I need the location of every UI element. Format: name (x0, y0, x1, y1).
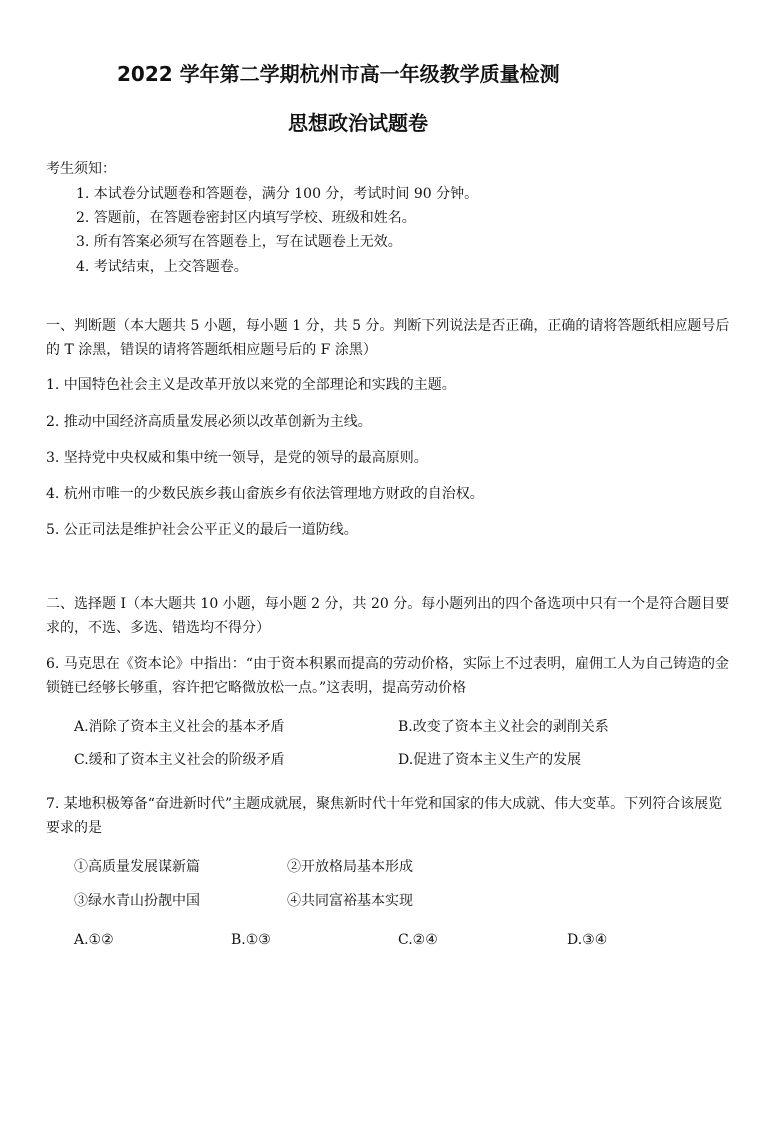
question-6-option-b: B.改变了资本主义社会的剥削关系 (398, 719, 609, 735)
notice-item: 4. 考试结束，上交答题卷。 (76, 259, 248, 275)
question-6-option-c: C.缓和了资本主义社会的阶级矛盾 (74, 752, 285, 768)
exam-title: 2022 学年第二学期杭州市高一年级教学质量检测 (117, 62, 560, 86)
question-7-option-a: A.①② (74, 932, 114, 948)
question-7-item-3: ③绿水青山扮靓中国 (74, 893, 200, 909)
judgment-question-5: 5. 公正司法是维护社会公平正义的最后一道防线。 (46, 522, 358, 538)
section2-heading: 二、选择题 I（本大题共 10 小题，每小题 2 分，共 20 分。每小题列出的四个备选项中只有一个是符合题目要求的，不选、多选、错选均不得分） (46, 596, 730, 636)
notice-heading: 考生须知： (46, 161, 116, 177)
judgment-question-3: 3. 坚持党中央权威和集中统一领导，是党的领导的最高原则。 (46, 450, 428, 466)
question-7-stem: 7. 某地积极筹备“奋进新时代”主题成就展，聚焦新时代十年党和国家的伟大成就、伟大变革。下列符合该展览要求的是 (46, 796, 723, 836)
exam-subtitle: 思想政治试题卷 (288, 111, 428, 135)
judgment-question-4: 4. 杭州市唯一的少数民族乡莪山畲族乡有依法管理地方财政的自治权。 (46, 486, 484, 502)
judgment-question-1: 1. 中国特色社会主义是改革开放以来党的全部理论和实践的主题。 (46, 377, 456, 393)
notice-item: 2. 答题前，在答题卷密封区内填写学校、班级和姓名。 (76, 210, 416, 226)
question-7-item-4: ④共同富裕基本实现 (287, 893, 413, 909)
question-7-option-d: D.③④ (567, 932, 608, 948)
question-6-option-d: D.促进了资本主义生产的发展 (398, 752, 582, 768)
notice-item: 1. 本试卷分试题卷和答题卷，满分 100 分，考试时间 90 分钟。 (76, 186, 479, 202)
question-6-stem: 6. 马克思在《资本论》中指出：“由于资本积累而提高的劳动价格，实际上不过表明，雇佣工人为自己铸造的金锁链已经够长够重，容许把它略微放松一点。”这表明，提高劳动价格 (46, 656, 729, 696)
notice-item: 3. 所有答案必须写在答题卷上，写在试题卷上无效。 (76, 234, 402, 250)
question-7-option-c: C.②④ (398, 932, 438, 948)
question-7-item-2: ②开放格局基本形成 (287, 859, 413, 875)
section1-heading: 一、判断题（本大题共 5 小题，每小题 1 分，共 5 分。判断下列说法是否正确，正确的请将答题纸相应题号后的 T 涂黑，错误的请将答题纸相应题号后的 F 涂黑） (46, 318, 730, 358)
judgment-question-2: 2. 推动中国经济高质量发展必须以改革创新为主线。 (46, 414, 372, 430)
question-7-option-b: B.①③ (231, 932, 271, 948)
question-6-option-a: A.消除了资本主义社会的基本矛盾 (74, 719, 285, 735)
question-7-item-1: ①高质量发展谋新篇 (74, 859, 200, 875)
